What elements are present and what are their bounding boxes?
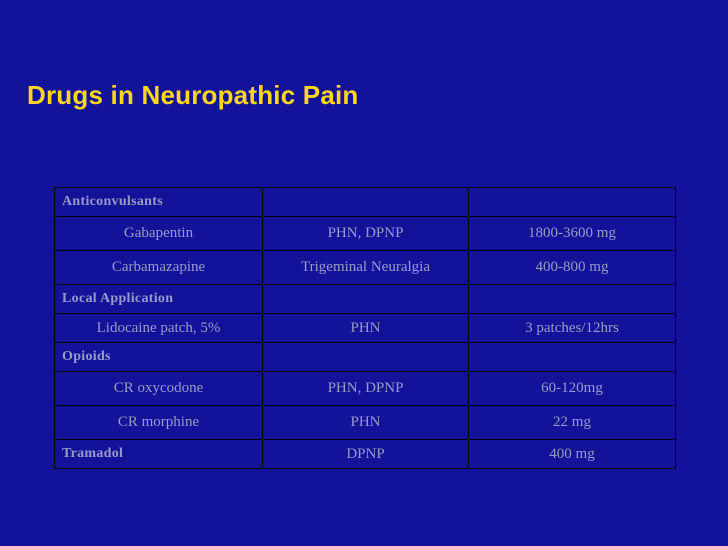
table-row [55,217,676,251]
indication-cell: PHN [263,406,469,440]
category-cell: Opioids [55,343,263,372]
table-row [55,314,676,343]
indication-cell: PHN, DPNP [263,372,469,406]
drug-cell: Carbamazapine [55,251,263,285]
indication-cell [263,343,469,372]
table-row [55,343,676,372]
table-row [55,251,676,285]
dose-cell [469,285,676,314]
drug-cell: CR oxycodone [55,372,263,406]
indication-cell: PHN, DPNP [263,217,469,251]
drug-cell: Gabapentin [55,217,263,251]
table-row [55,372,676,406]
table-row [55,188,676,217]
dose-cell [469,188,676,217]
drug-table [54,187,676,469]
indication-cell [263,285,469,314]
drug-cell: Lidocaine patch, 5% [55,314,263,343]
dose-cell [469,343,676,372]
table-row [55,285,676,314]
category-cell: Local Application [55,285,263,314]
dose-cell: 3 patches/12hrs [469,314,676,343]
dose-cell: 1800-3600 mg [469,217,676,251]
category-cell: Tramadol [55,440,263,469]
indication-cell [263,188,469,217]
indication-cell: DPNP [263,440,469,469]
drug-cell: CR morphine [55,406,263,440]
indication-cell: PHN [263,314,469,343]
category-cell: Anticonvulsants [55,188,263,217]
dose-cell: 400-800 mg [469,251,676,285]
table-row [55,440,676,469]
slide-title: Drugs in Neuropathic Pain [27,80,359,110]
dose-cell: 400 mg [469,440,676,469]
dose-cell: 22 mg [469,406,676,440]
dose-cell: 60-120mg [469,372,676,406]
indication-cell: Trigeminal Neuralgia [263,251,469,285]
table-row [55,406,676,440]
